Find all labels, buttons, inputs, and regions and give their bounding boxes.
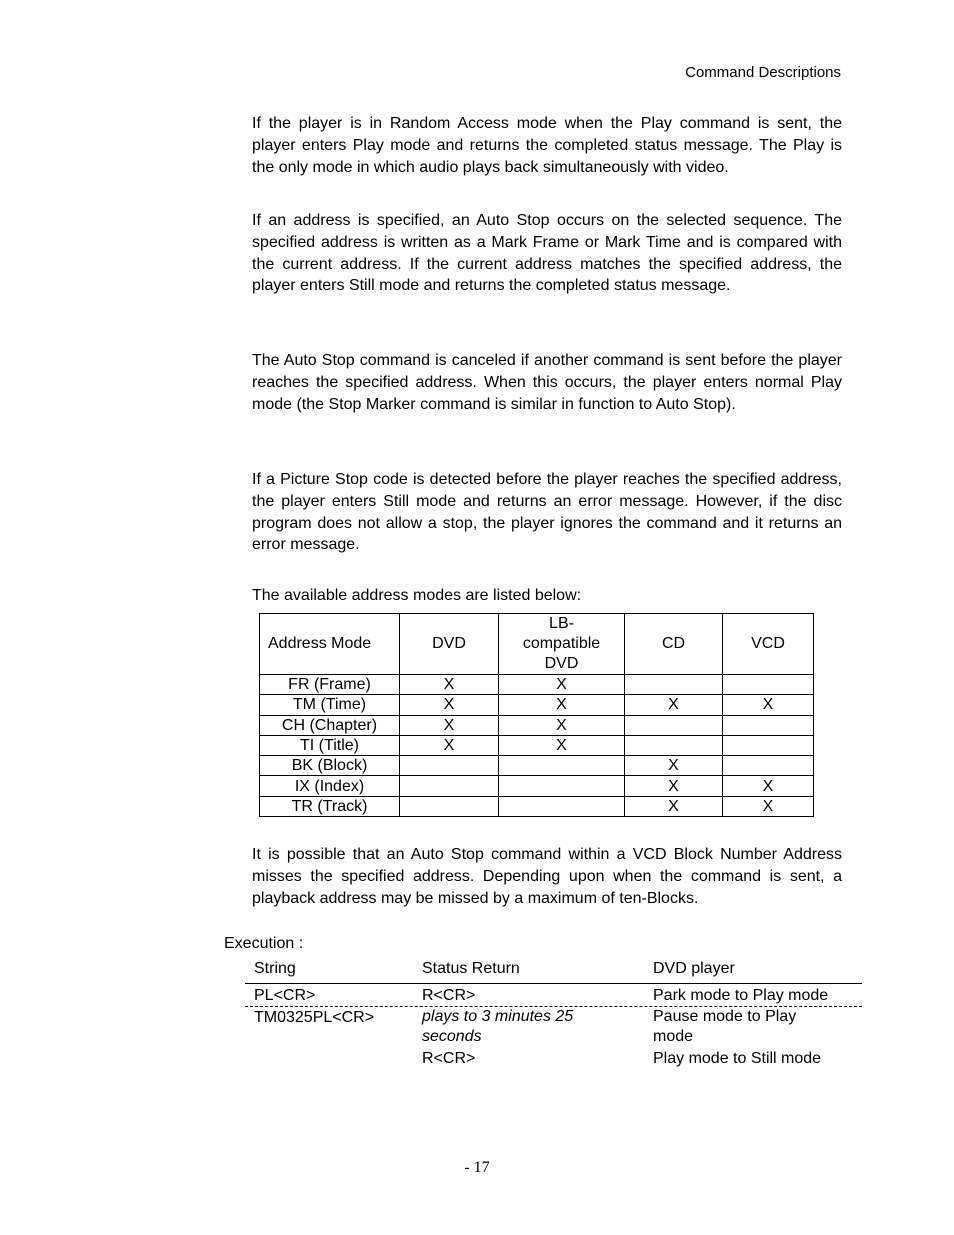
cell-dvd: [400, 796, 499, 816]
cell-dvd: X: [400, 715, 499, 735]
running-header: Command Descriptions: [685, 64, 841, 81]
header-lb-line3: DVD: [544, 655, 579, 672]
exec-status-italic-line1: plays to 3 minutes 25: [422, 1008, 574, 1025]
table-row: [260, 715, 814, 735]
cell-lb-dvd: [499, 776, 625, 796]
exec-status: [422, 1007, 622, 1069]
exec-header-status: Status Return: [422, 960, 520, 977]
cell-cd: X: [625, 756, 723, 776]
cell-cd: X: [625, 796, 723, 816]
execution-row: [245, 984, 862, 1007]
exec-header-string: String: [254, 960, 296, 977]
cell-dvd: X: [400, 735, 499, 755]
page-number: - 17: [464, 1159, 490, 1176]
exec-status-line3: R<CR>: [422, 1050, 476, 1067]
table-row: [260, 756, 814, 776]
exec-string: TM0325PL<CR>: [254, 1009, 375, 1026]
table-row: [260, 735, 814, 755]
cell-mode: TM (Time): [260, 695, 400, 715]
cell-lb-dvd: [499, 756, 625, 776]
paragraph-random-access: If the player is in Random Access mode when the Play command is sent, the player enters Play mode and returns the completed status message. The Play is the only mode in which audio plays back simultaneously with video.: [252, 115, 842, 176]
header-lb-line2: compatible: [522, 635, 601, 652]
cell-dvd: X: [400, 695, 499, 715]
cell-vcd: X: [723, 796, 814, 816]
table-row: [260, 796, 814, 816]
execution-header-row: [245, 957, 862, 984]
table-row: [260, 695, 814, 715]
header-address-mode: Address Mode: [260, 614, 400, 675]
table-header-row: [260, 614, 814, 675]
cell-lb-dvd: X: [499, 715, 625, 735]
cell-lb-dvd: [499, 796, 625, 816]
exec-player: [653, 1007, 853, 1069]
cell-mode: TI (Title): [260, 735, 400, 755]
cell-lb-dvd: X: [499, 735, 625, 755]
execution-table: [245, 957, 862, 1073]
cell-mode: BK (Block): [260, 756, 400, 776]
cell-vcd: [723, 675, 814, 695]
paragraph-address-specified: If an address is specified, an Auto Stop occurs on the selected sequence. The specified address is written as a Mark Frame or Mark Time and is compared with the current address. If the current address matches the specified address, the player enters Still mode and returns the completed status message.: [252, 212, 842, 295]
header-lb-line1: LB-: [549, 615, 574, 632]
cell-cd: X: [625, 695, 723, 715]
cell-cd: [625, 735, 723, 755]
cell-cd: [625, 675, 723, 695]
exec-string: PL<CR>: [254, 987, 316, 1004]
exec-status-italic-line2: seconds: [422, 1028, 482, 1045]
execution-label: Execution :: [224, 935, 304, 952]
cell-vcd: [723, 756, 814, 776]
cell-cd: [625, 715, 723, 735]
header-lb-compatible-dvd: [499, 614, 625, 675]
cell-dvd: [400, 756, 499, 776]
exec-header-player: DVD player: [653, 960, 735, 977]
cell-vcd: X: [723, 776, 814, 796]
cell-vcd: X: [723, 695, 814, 715]
cell-lb-dvd: X: [499, 675, 625, 695]
paragraph-vcd-block-note: It is possible that an Auto Stop command within a VCD Block Number Address misses the specified address. Depending upon when the command is sent, a playback address may be missed by a maximum of ten-Blocks.: [252, 846, 842, 907]
address-modes-table: [259, 613, 814, 817]
cell-dvd: X: [400, 675, 499, 695]
cell-mode: CH (Chapter): [260, 715, 400, 735]
address-modes-intro: The available address modes are listed below:: [252, 587, 582, 604]
cell-vcd: [723, 735, 814, 755]
exec-player: Park mode to Play mode: [653, 987, 829, 1004]
exec-player-line1: Pause mode to Play: [653, 1008, 797, 1025]
header-dvd: DVD: [400, 614, 499, 675]
exec-status: R<CR>: [422, 987, 476, 1004]
table-row: [260, 776, 814, 796]
exec-player-line1b: mode: [653, 1028, 694, 1045]
header-cd: CD: [625, 614, 723, 675]
cell-mode: IX (Index): [260, 776, 400, 796]
cell-vcd: [723, 715, 814, 735]
paragraph-picture-stop: If a Picture Stop code is detected before the player reaches the specified address, the player enters Still mode and returns an error message. However, if the disc program does not allow a stop, the player ignores the command and it returns an error message.: [252, 471, 842, 554]
execution-row: [245, 1007, 862, 1073]
cell-mode: FR (Frame): [260, 675, 400, 695]
cell-lb-dvd: X: [499, 695, 625, 715]
table-row: [260, 675, 814, 695]
cell-cd: X: [625, 776, 723, 796]
cell-mode: TR (Track): [260, 796, 400, 816]
cell-dvd: [400, 776, 499, 796]
header-vcd: VCD: [723, 614, 814, 675]
paragraph-auto-stop-canceled: The Auto Stop command is canceled if another command is sent before the player reaches the specified address. When this occurs, the player enters normal Play mode (the Stop Marker command is similar in function to Auto Stop).: [252, 352, 842, 413]
exec-player-line2: Play mode to Still mode: [653, 1050, 822, 1067]
